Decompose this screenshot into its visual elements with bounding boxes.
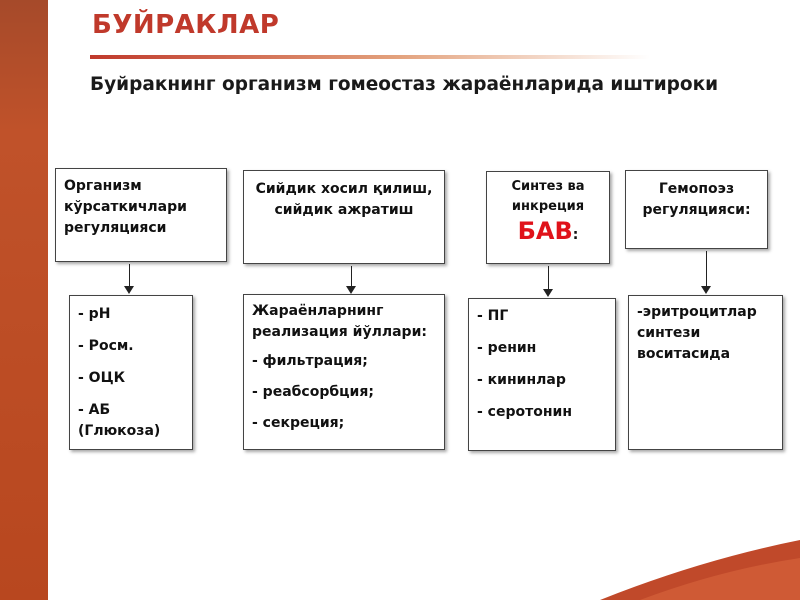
slide-title: БУЙРАКЛАР xyxy=(92,10,280,40)
box-line: инкреция xyxy=(511,199,585,214)
list-item: - Росм. xyxy=(78,338,134,354)
box-line: Синтез ва xyxy=(511,179,585,194)
bottom-box-processes xyxy=(243,294,445,450)
arrow-down xyxy=(548,266,549,295)
list-item: - АБ (Глюкоза) xyxy=(78,402,161,439)
box-line: Гемопоэз xyxy=(658,181,735,197)
bottom-box-indicators xyxy=(69,295,193,450)
box-line: регуляцияси: xyxy=(642,202,751,218)
top-box-urine-formation xyxy=(243,170,445,264)
top-box-indicators xyxy=(55,168,227,262)
arrow-down xyxy=(351,266,352,292)
bav-emphasis: БАВ xyxy=(517,217,573,245)
top-box-hemopoiesis xyxy=(625,170,768,249)
box-line: сийдик ажратиш xyxy=(274,202,414,218)
bottom-box-erythrocytes xyxy=(628,295,783,450)
list-item: - серотонин xyxy=(477,404,573,420)
bottom-box-substances xyxy=(468,298,616,451)
list-item: - реабсорбция; xyxy=(252,384,374,400)
box-line: кўрсаткичлари xyxy=(64,199,187,215)
list-item: - рН xyxy=(78,306,111,322)
list-item: - секреция; xyxy=(252,415,345,431)
list-item: - ОЦК xyxy=(78,370,126,386)
bav-suffix: : xyxy=(572,227,579,243)
list-item: - фильтрация; xyxy=(252,353,368,369)
list-item: - кининлар xyxy=(477,372,566,388)
bav-label xyxy=(491,217,605,246)
arrow-down xyxy=(706,251,707,292)
title-underline xyxy=(90,55,650,59)
arrow-down xyxy=(129,264,130,292)
list-item: - ПГ xyxy=(477,308,509,324)
box-heading: Жараёнларнинг реализация йўллари: xyxy=(252,303,427,340)
top-box-synthesis xyxy=(486,171,610,264)
box-line: Организм xyxy=(64,178,142,194)
slide-subtitle: Буйракнинг организм гомеостаз жараёнларида иштироки xyxy=(90,74,719,95)
list-item: -эритроцитлар синтези воситасида xyxy=(637,304,757,362)
box-line: регуляцияси xyxy=(64,220,167,236)
box-line: Сийдик хосил қилиш, xyxy=(255,181,433,197)
list-item: - ренин xyxy=(477,340,537,356)
